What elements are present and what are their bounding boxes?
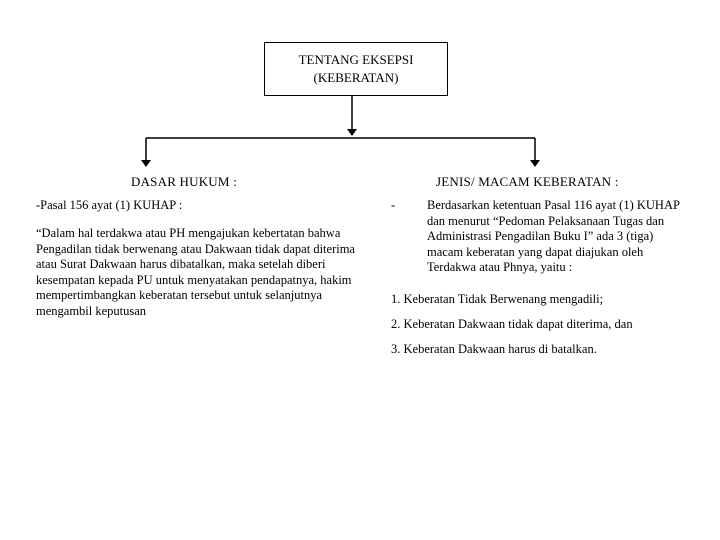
list-item: 2. Keberatan Dakwaan tidak dapat diterima, dan	[391, 317, 633, 331]
right-description: Berdasarkan ketentuan Pasal 116 ayat (1) KUHAP dan menurut “Pedoman Pelaksanaan Tugas dan Administrasi Pengadilan Buku I” ada 3 (tiga) macam keberatan yang dapat diajukan oleh Terdakwa atau Phnya, yaitu :	[427, 198, 680, 274]
list-item: 1. Keberatan Tidak Berwenang mengadili;	[391, 292, 604, 306]
title-line-1: TENTANG EKSEPSI	[298, 52, 414, 67]
trunk-arrowhead	[347, 129, 357, 136]
left-arrowhead	[141, 160, 151, 167]
left-pasal: -Pasal 156 ayat (1) KUHAP :	[36, 198, 183, 212]
right-heading: JENIS/ MACAM KEBERATAN :	[436, 174, 619, 189]
left-quote: “Dalam hal terdakwa atau PH mengajukan kebertatan bahwa Pengadilan tidak berwenang atau Dakwaan tidak dapat diterima atau Surat Dakwaan harus dibatalkan, maka setelah diberi kesempatan kepada PU untuk menyatakan pendapatnya, hakim mempertimbangkan keberatan tersebut untuk selanjutnya mengambil keputusan	[36, 226, 355, 318]
left-heading: DASAR HUKUM :	[131, 174, 237, 189]
right-dash: -	[391, 198, 396, 212]
title-line-2: (KEBERATAN)	[313, 70, 399, 85]
right-arrowhead	[530, 160, 540, 167]
list-item: 3. Keberatan Dakwaan harus di batalkan.	[391, 342, 597, 356]
title-box	[264, 42, 448, 96]
